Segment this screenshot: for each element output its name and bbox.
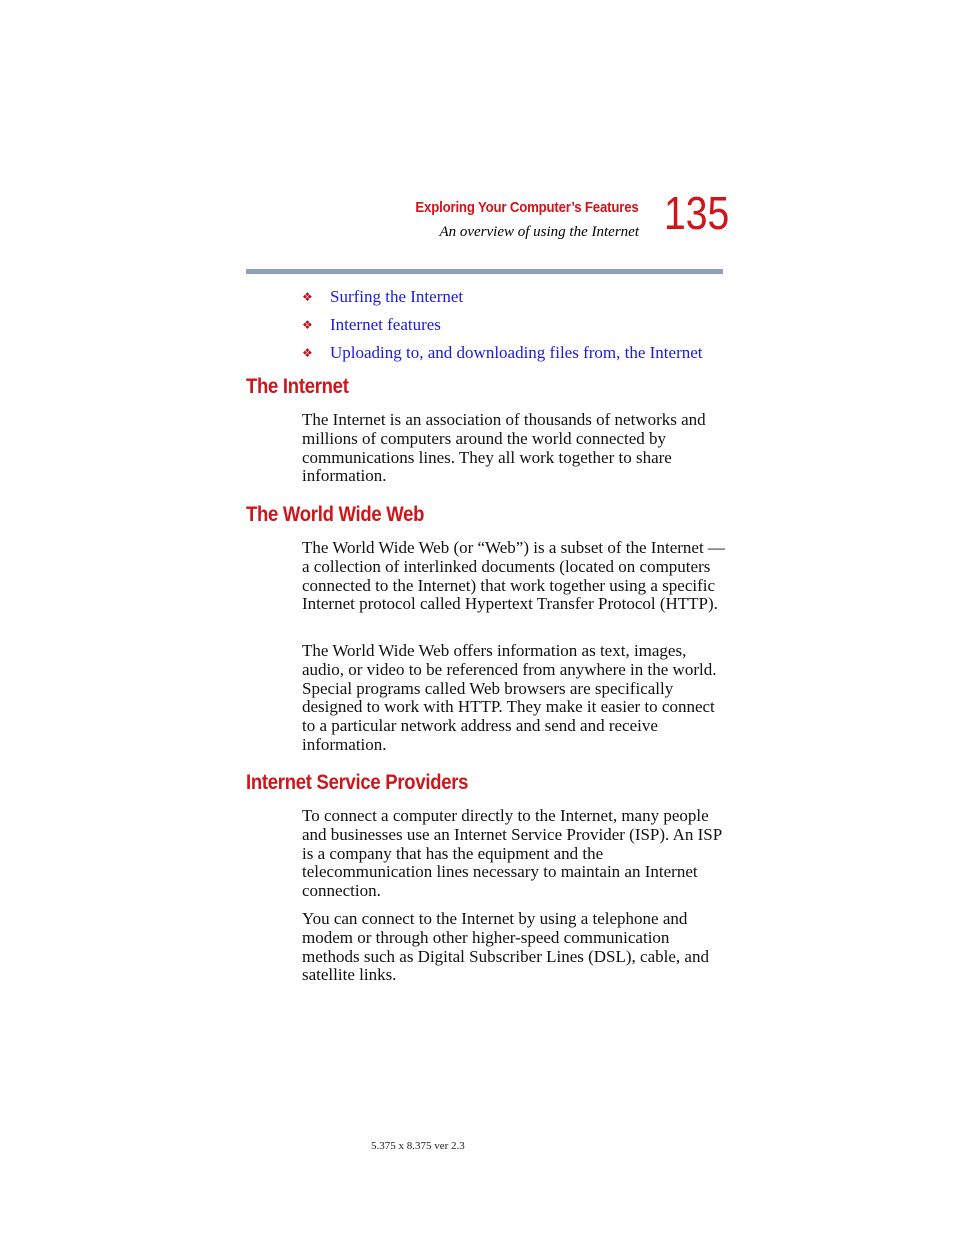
page-number: 135 (664, 187, 730, 239)
link-surfing-the-internet[interactable]: Surfing the Internet (330, 287, 464, 306)
list-item (302, 283, 703, 311)
heading-world-wide-web: The World Wide Web (246, 503, 425, 526)
header-rule (246, 269, 723, 274)
link-uploading-downloading[interactable]: Uploading to, and downloading files from, the Internet (330, 343, 703, 362)
chapter-title: Exploring Your Computer’s Features (415, 199, 639, 216)
list-item (302, 339, 703, 367)
version-footer: 5.375 x 8.375 ver 2.3 (371, 1140, 465, 1152)
diamond-bullet-icon: ❖ (302, 318, 313, 332)
paragraph: You can connect to the Internet by using a telephone and modem or through other higher-speed communication methods such as Digital Subscriber Lines (DSL), cable, and satellite links. (302, 909, 709, 985)
paragraph: To connect a computer directly to the Internet, many people and businesses use an Internet Service Provider (ISP). An ISP is a company that has the equipment and the telecommunication lines necessary to maintain an Internet connection. (302, 806, 722, 901)
section-title: An overview of using the Internet (439, 224, 639, 240)
heading-the-internet: The Internet (246, 375, 349, 398)
section-links-list (302, 283, 703, 367)
paragraph: The World Wide Web (or “Web”) is a subset of the Internet — a collection of interlinked documents (located on computers connected to the Internet) that work together using a specific Internet protocol called Hypertext Transfer Protocol (HTTP). (302, 538, 725, 614)
link-internet-features[interactable]: Internet features (330, 315, 441, 334)
diamond-bullet-icon: ❖ (302, 346, 313, 360)
paragraph: The World Wide Web offers information as text, images, audio, or video to be referenced from anywhere in the world. Special programs called Web browsers are specifically designed to work with HTTP. They make it easier to connect to a particular network address and send and receive information. (302, 641, 717, 754)
diamond-bullet-icon: ❖ (302, 290, 313, 304)
list-item (302, 311, 703, 339)
paragraph: The Internet is an association of thousands of networks and millions of computers around the world connected by communications lines. They all work together to share information. (302, 410, 706, 486)
heading-internet-service-providers: Internet Service Providers (246, 771, 469, 794)
